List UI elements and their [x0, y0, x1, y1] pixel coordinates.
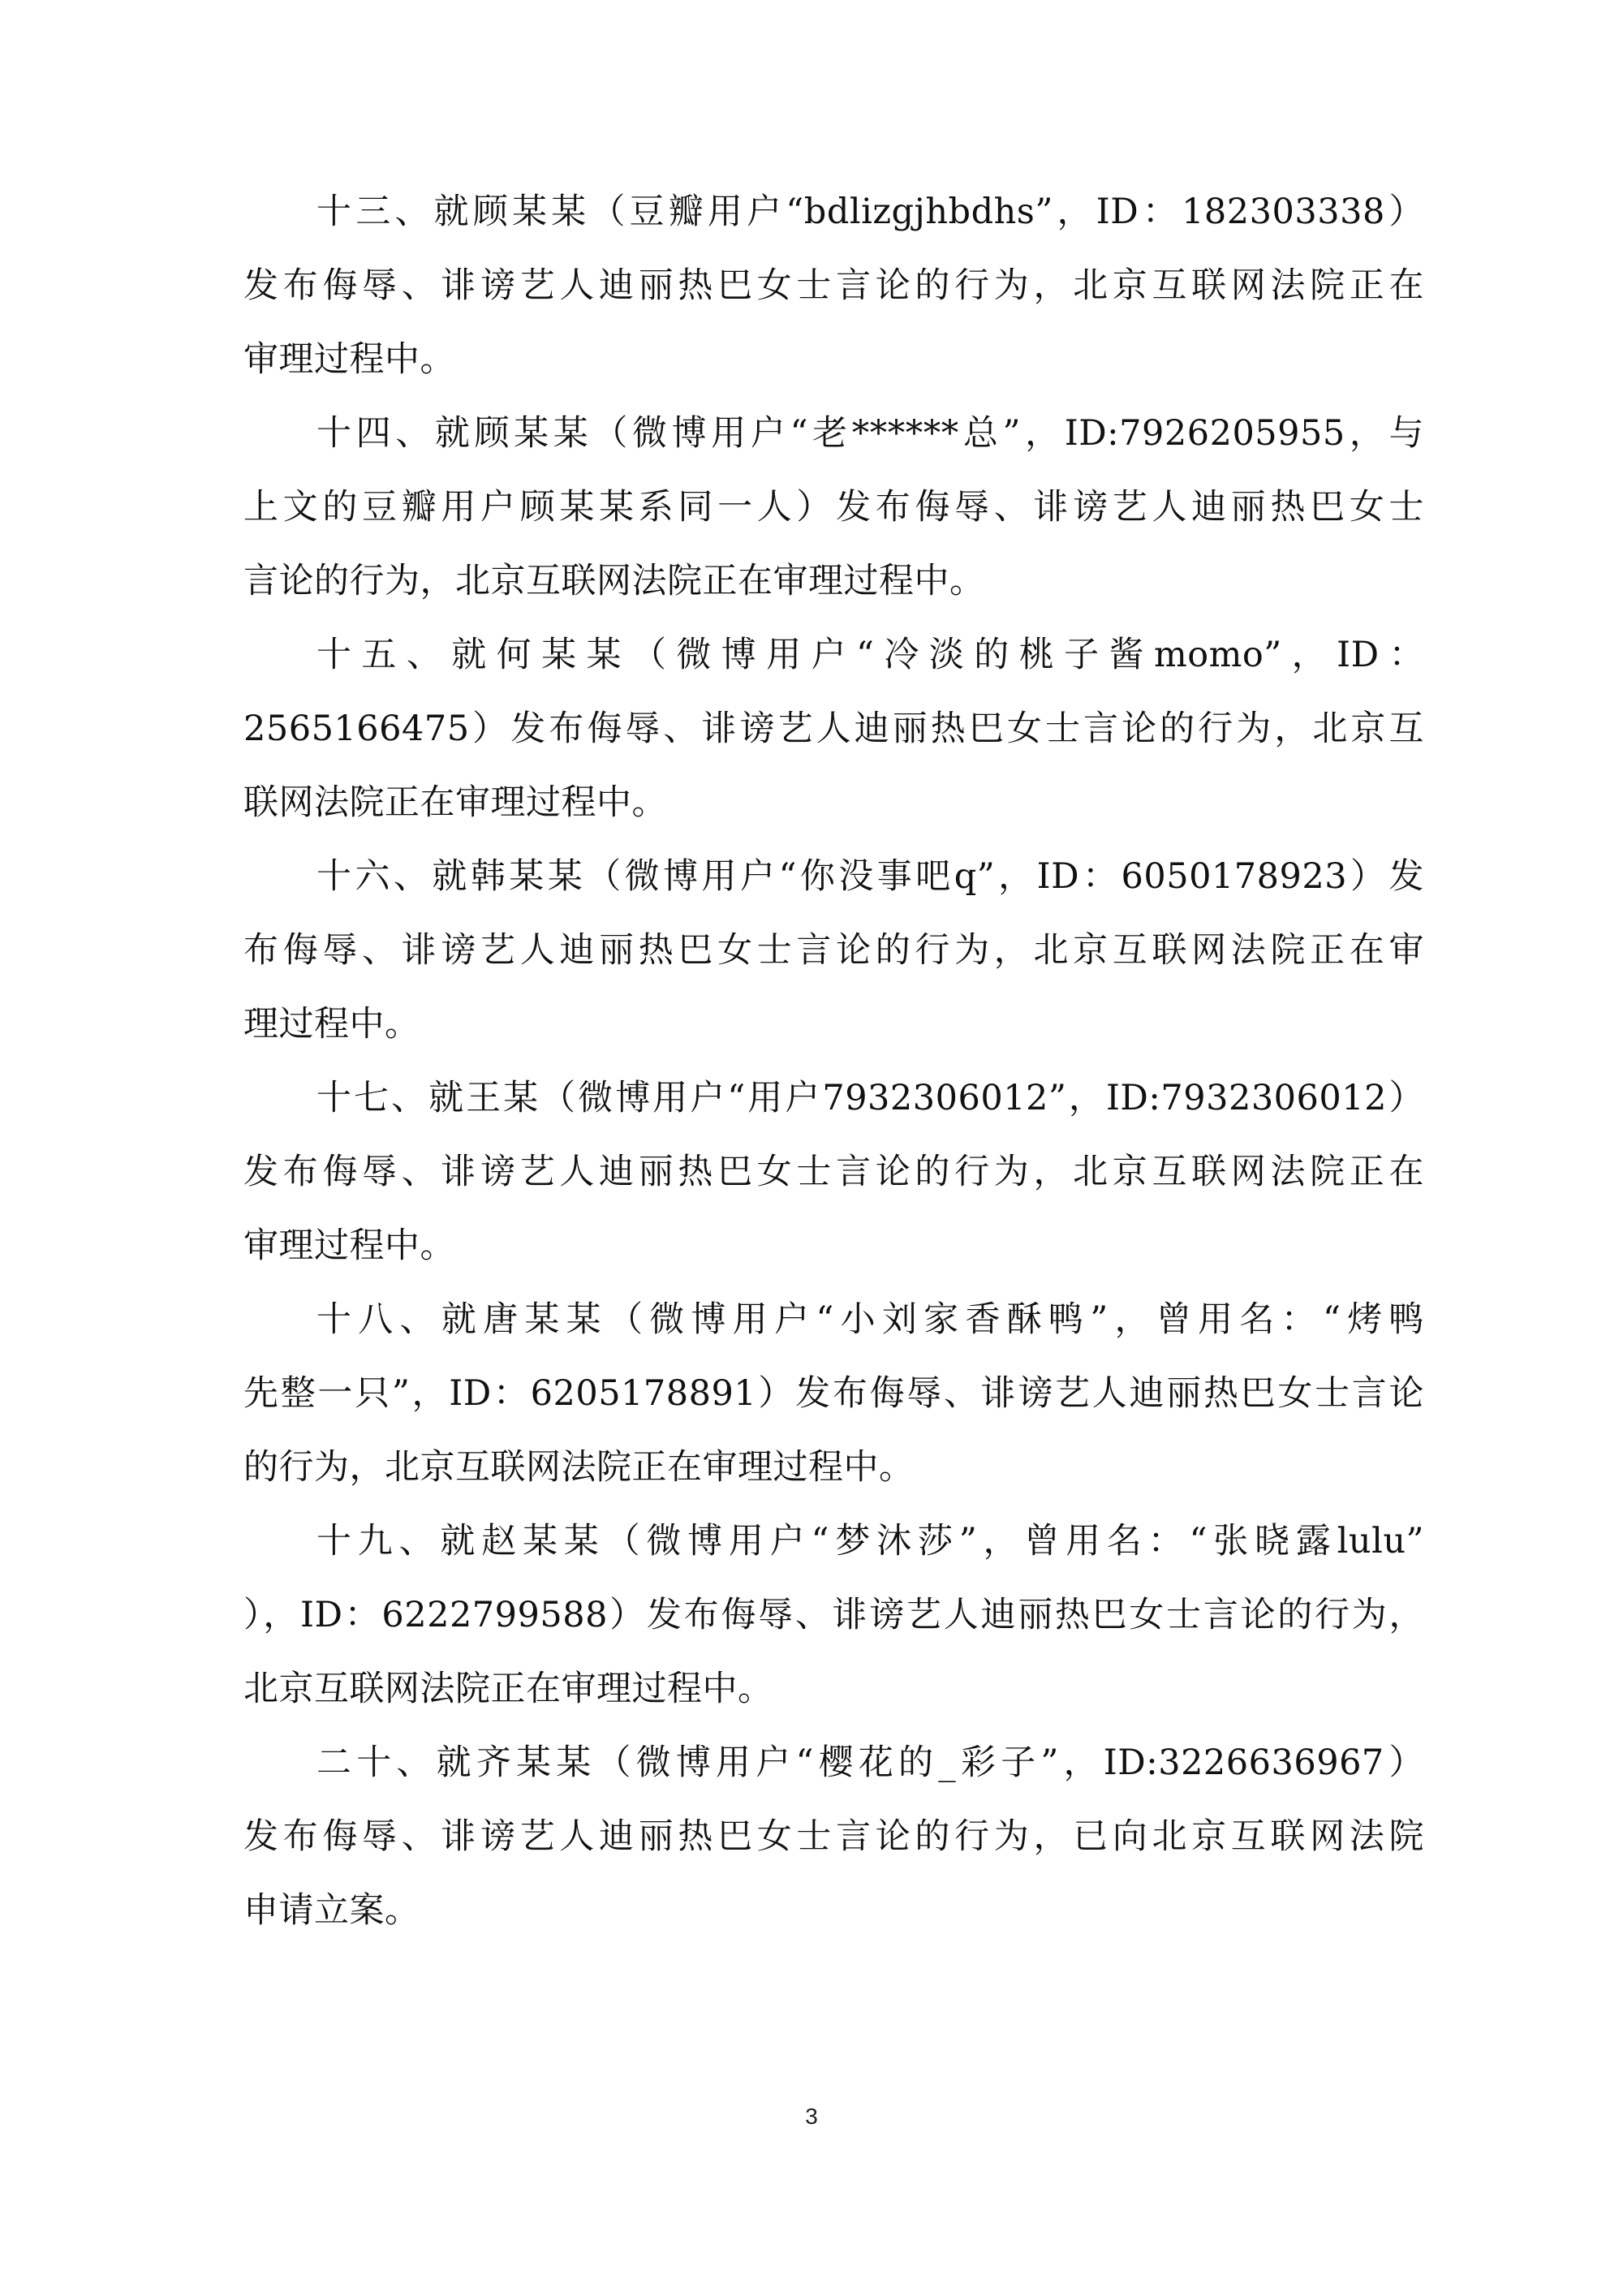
paragraph-line: 言论的行为，北京互联网法院正在审理过程中。 — [243, 561, 985, 601]
page-number: 3 — [805, 2104, 818, 2129]
paragraph-line: 审理过程中。 — [243, 1226, 455, 1266]
paragraph-line: 上文的豆瓣用户顾某某系同一人）发布侮辱、诽谤艺人迪丽热巴女士 — [243, 487, 1424, 528]
paragraph-line: ），ID：6222799588）发布侮辱、诽谤艺人迪丽热巴女士言论的行为， — [243, 1595, 1424, 1635]
paragraph-line: 理过程中。 — [243, 1004, 420, 1045]
paragraph-17 — [243, 1062, 1424, 1283]
paragraph-14 — [243, 397, 1424, 618]
paragraph-line: 十三、就顾某某（豆瓣用户“bdlizgjhbdhs”，ID：182303338） — [316, 192, 1424, 232]
paragraph-line: 发布侮辱、诽谤艺人迪丽热巴女士言论的行为，北京互联网法院正在 — [243, 265, 1424, 306]
paragraph-line: 的行为，北京互联网法院正在审理过程中。 — [243, 1447, 915, 1488]
paragraph-line: 先整一只”，ID：6205178891）发布侮辱、诽谤艺人迪丽热巴女士言论 — [243, 1373, 1424, 1414]
paragraph-line: 布侮辱、诽谤艺人迪丽热巴女士言论的行为，北京互联网法院正在审 — [243, 930, 1424, 971]
paragraph-line: 发布侮辱、诽谤艺人迪丽热巴女士言论的行为，已向北京互联网法院 — [243, 1816, 1424, 1857]
paragraph-line: 十七、就王某（微博用户“用户7932306012”，ID:7932306012） — [316, 1078, 1424, 1118]
paragraph-line: 2565166475）发布侮辱、诽谤艺人迪丽热巴女士言论的行为，北京互 — [243, 709, 1424, 749]
paragraph-line: 审理过程中。 — [243, 339, 455, 380]
paragraph-line: 发布侮辱、诽谤艺人迪丽热巴女士言论的行为，北京互联网法院正在 — [243, 1152, 1424, 1192]
document-body — [243, 175, 1424, 1948]
paragraph-13 — [243, 175, 1424, 397]
paragraph-line: 十五、就何某某（微博用户“冷淡的桃子酱momo”，ID： — [316, 635, 1424, 675]
paragraph-19 — [243, 1505, 1424, 1726]
paragraph-20 — [243, 1726, 1424, 1948]
paragraph-line: 十八、就唐某某（微博用户“小刘家香酥鸭”，曾用名：“烤鸭 — [316, 1299, 1424, 1340]
paragraph-line: 北京互联网法院正在审理过程中。 — [243, 1669, 773, 1709]
paragraph-line: 十六、就韩某某（微博用户“你没事吧q”，ID：6050178923）发 — [316, 856, 1424, 897]
paragraph-15 — [243, 618, 1424, 840]
paragraph-line: 联网法院正在审理过程中。 — [243, 782, 667, 823]
paragraph-line: 申请立案。 — [243, 1890, 420, 1931]
paragraph-16 — [243, 840, 1424, 1062]
paragraph-18 — [243, 1283, 1424, 1505]
paragraph-line: 十四、就顾某某（微博用户“老******总”，ID:7926205955，与 — [316, 413, 1424, 454]
paragraph-line: 二十、就齐某某（微博用户“樱花的_彩子”，ID:3226636967） — [316, 1742, 1424, 1783]
paragraph-line: 十九、就赵某某（微博用户“梦沐莎”，曾用名：“张晓露lulu” — [316, 1521, 1424, 1562]
